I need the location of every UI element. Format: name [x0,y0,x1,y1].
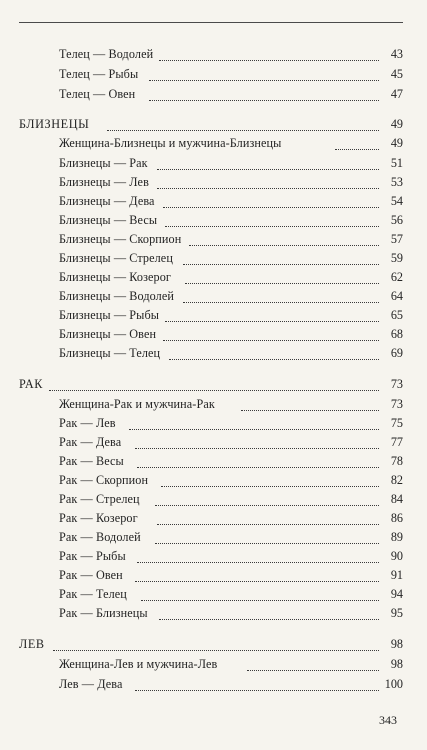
toc-entry[interactable] [19,586,403,603]
toc-entry[interactable] [19,250,403,267]
toc-entry[interactable] [19,396,403,413]
toc-entry[interactable] [19,174,403,191]
toc-leader [157,171,379,189]
toc-entry-page: 95 [390,606,403,620]
toc-leader [135,431,379,449]
toc-entry-label: Близнецы — Стрелец [59,251,173,265]
toc-entry[interactable] [19,529,403,546]
toc-entry-label: Женщина-Лев и мужчина-Лев [59,657,218,671]
toc-leader [165,304,379,322]
toc-entry-page: 47 [390,87,403,101]
toc-leader [163,323,379,341]
toc-entry[interactable] [19,307,403,324]
toc-entry-page: 49 [390,136,403,150]
toc-leader [159,602,379,620]
toc-entry[interactable] [19,326,403,343]
toc-entry-page: 59 [390,251,403,265]
toc-entry-label: Рак — Близнецы [59,606,148,620]
toc-entry-page: 89 [390,530,403,544]
toc-leader [183,285,379,303]
toc-entry[interactable] [19,212,403,229]
toc-entry[interactable] [19,155,403,172]
toc-leader [335,132,379,150]
toc-entry[interactable] [19,345,403,362]
toc-entry-label: Рак — Телец [59,587,127,601]
toc-leader [169,342,379,360]
toc-entry-label: Близнецы — Водолей [59,289,174,303]
toc-entry[interactable] [19,415,403,432]
toc-leader [135,564,379,582]
toc-leader [137,450,379,468]
toc-entry-label: Рак — Водолей [59,530,141,544]
toc-entry-page: 57 [390,232,403,246]
toc-entry-page: 56 [390,213,403,227]
toc-entry[interactable] [19,676,403,693]
toc-leader [163,190,379,208]
toc-leader [149,63,379,81]
toc-entry[interactable] [19,269,403,286]
toc-entry[interactable] [19,193,403,210]
toc-entry-page: 91 [390,568,403,582]
toc-leader [149,83,379,101]
toc-entry-page: 65 [390,308,403,322]
toc-entry-label: Близнецы — Овен [59,327,157,341]
toc-section-heading[interactable] [19,636,403,653]
toc-leader [157,507,379,525]
toc-entry[interactable] [19,605,403,622]
toc-entry[interactable] [19,434,403,451]
toc-entry-label: Близнецы — Дева [59,194,155,208]
toc-entry-label: Женщина-Близнецы и мужчина-Близнецы [59,136,282,150]
toc-entry-label: Женщина-Рак и мужчина-Рак [59,397,215,411]
toc-leader [161,469,379,487]
toc-entry-page: 86 [390,511,403,525]
toc-entry-page: 94 [390,587,403,601]
toc-entry-label: Близнецы — Телец [59,346,161,360]
toc-leader [141,583,379,601]
page-number: 343 [379,713,397,727]
toc-entry-page: 73 [390,397,403,411]
toc-leader [135,673,379,691]
toc-entry-page: 43 [390,47,403,61]
toc-entry[interactable] [19,231,403,248]
toc-entry-page: 64 [390,289,403,303]
toc-entry[interactable] [19,656,403,673]
toc-entry-label: Лев — Дева [59,677,123,691]
toc-leader [53,633,379,651]
toc-entry-page: 62 [390,270,403,284]
toc-leader [49,373,379,391]
toc-leader [189,228,379,246]
toc-entry-page: 90 [390,549,403,563]
toc-entry-page: 82 [390,473,403,487]
toc-entry-page: 78 [390,454,403,468]
toc-entry-label: Рак — Козерог [59,511,138,525]
toc-entry-label: Рак — Овен [59,568,123,582]
toc-section-heading[interactable] [19,376,403,393]
toc-leader [155,488,379,506]
toc-leader [155,526,379,544]
toc-entry[interactable] [19,66,403,83]
toc-entry[interactable] [19,472,403,489]
toc-entry-page: 45 [390,67,403,81]
section-title: БЛИЗНЕЦЫ [19,117,90,131]
toc-entry[interactable] [19,510,403,527]
toc-entry-label: Рак — Дева [59,435,122,449]
toc-entry[interactable] [19,135,403,152]
toc-entry-page: 69 [390,346,403,360]
toc-section-heading[interactable] [19,116,403,133]
toc-entry-page: 100 [384,677,403,691]
toc-leader [129,412,379,430]
toc-leader [137,545,379,563]
top-rule [19,22,403,23]
toc-entry-page: 98 [390,637,403,651]
toc-entry-page: 77 [390,435,403,449]
toc-entry-label: Рак — Скорпион [59,473,149,487]
toc-entry[interactable] [19,288,403,305]
toc-entry-label: Рак — Весы [59,454,124,468]
toc-entry-label: Близнецы — Козерог [59,270,172,284]
toc-leader [185,266,379,284]
toc-entry[interactable] [19,548,403,565]
toc-entry-page: 84 [390,492,403,506]
toc-entry-page: 54 [390,194,403,208]
toc-entry-label: Близнецы — Рыбы [59,308,160,322]
toc-entry-label: Рак — Стрелец [59,492,140,506]
toc-entry-label: Близнецы — Весы [59,213,158,227]
toc-entry[interactable] [19,453,403,470]
toc-entry[interactable] [19,46,403,63]
toc-entry-label: Близнецы — Рак [59,156,148,170]
toc-entry[interactable] [19,567,403,584]
toc-entry-label: Телец — Рыбы [59,67,139,81]
toc-entry-label: Рак — Лев [59,416,116,430]
toc-entry-page: 51 [390,156,403,170]
toc-entry-page: 49 [390,117,403,131]
toc-entry-label: Близнецы — Скорпион [59,232,182,246]
toc-entry-page: 73 [390,377,403,391]
section-title: РАК [19,377,43,391]
toc-entry-page: 53 [390,175,403,189]
toc-leader [107,113,379,131]
toc-leader [157,152,379,170]
toc-leader [165,209,379,227]
toc-entry[interactable] [19,86,403,103]
toc-entry-page: 98 [390,657,403,671]
toc-entry-label: Телец — Водолей [59,47,154,61]
toc-entry-label: Близнецы — Лев [59,175,149,189]
toc-entry[interactable] [19,491,403,508]
toc-leader [183,247,379,265]
toc-leader [159,43,379,61]
toc-entry-page: 75 [390,416,403,430]
toc-entry-label: Телец — Овен [59,87,136,101]
toc-entry-label: Рак — Рыбы [59,549,126,563]
toc-leader [247,653,379,671]
toc-leader [241,393,379,411]
toc-entry-page: 68 [390,327,403,341]
section-title: ЛЕВ [19,637,45,651]
